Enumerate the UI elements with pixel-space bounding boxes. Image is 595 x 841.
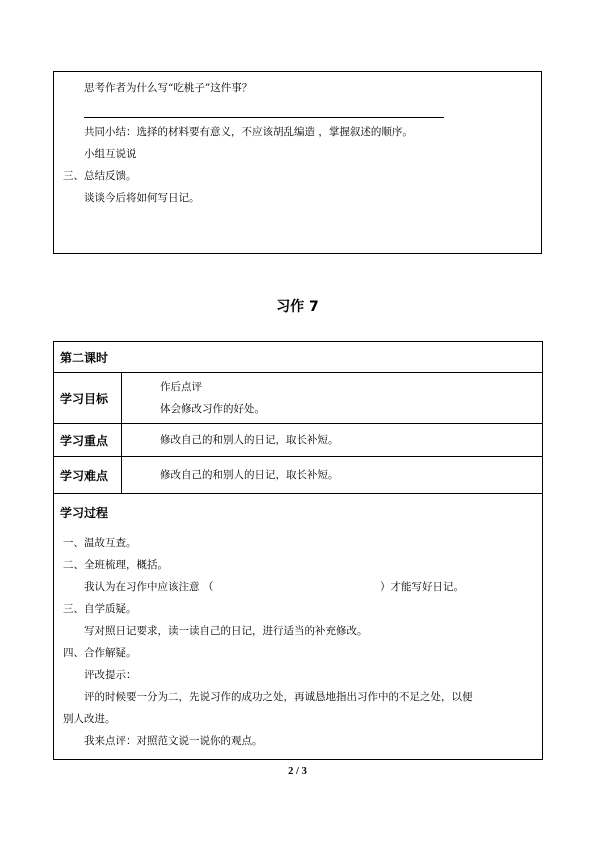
goal-label: 学习目标 (54, 373, 122, 424)
fill-in-prompt-end: ）才能写好日记。 (380, 581, 464, 593)
process-step-4: 四、合作解疑。 (63, 647, 137, 659)
process-step-3-detail: 写对照日记要求，读一读自己的日记，进行适当的补充修改。 (84, 625, 368, 637)
process-step-1: 一、温故互查。 (63, 537, 137, 549)
answer-blank-line (84, 117, 444, 118)
learning-process (54, 494, 543, 760)
continued-activity-box (53, 71, 542, 254)
process-step-2: 二、全班梳理，概括。 (63, 559, 168, 571)
review-tips-line-1: 评的时候要一分为二，先说习作的成功之处，再诚恳地指出习作中的不足之处，以便 (84, 691, 473, 703)
my-review: 我来点评：对照范文说一说你的观点。 (84, 735, 263, 747)
section-title: 习作 7 (276, 299, 319, 315)
reflection-question: 思考作者为什么写“吃桃子”这件事？ (84, 82, 253, 94)
step-three-heading: 三、总结反馈。 (63, 170, 137, 182)
review-tips-title: 评改提示： (84, 669, 137, 681)
process-step-3: 三、自学质疑。 (63, 603, 137, 615)
shared-summary: 共同小结：选择的材料要有意义，不应该胡乱编造 ，掌握叙述的顺序。 (84, 126, 413, 138)
key-point-content: 修改自己的和别人的日记，取长补短。 (122, 424, 543, 457)
page-number: 2 / 3 (288, 766, 307, 777)
goal-line-1: 作后点评 (160, 381, 202, 393)
goal-content (122, 373, 543, 424)
difficulty-label: 学习难点 (54, 457, 122, 494)
fill-in-prompt-start: 我认为在习作中应该注意 （ (84, 581, 214, 593)
key-point-label: 学习重点 (54, 424, 122, 457)
process-heading: 学习过程 (60, 506, 109, 520)
step-three-detail: 谈谈今后将如何写日记。 (84, 192, 200, 204)
difficulty-content: 修改自己的和别人的日记，取长补短。 (122, 457, 543, 494)
goal-line-2: 体会修改习作的好处。 (160, 403, 265, 415)
group-discussion: 小组互说说 (84, 148, 137, 160)
review-tips-line-2: 别人改进。 (63, 713, 116, 725)
lesson-period: 第二课时 (54, 342, 543, 373)
lesson-plan-table (53, 341, 543, 760)
